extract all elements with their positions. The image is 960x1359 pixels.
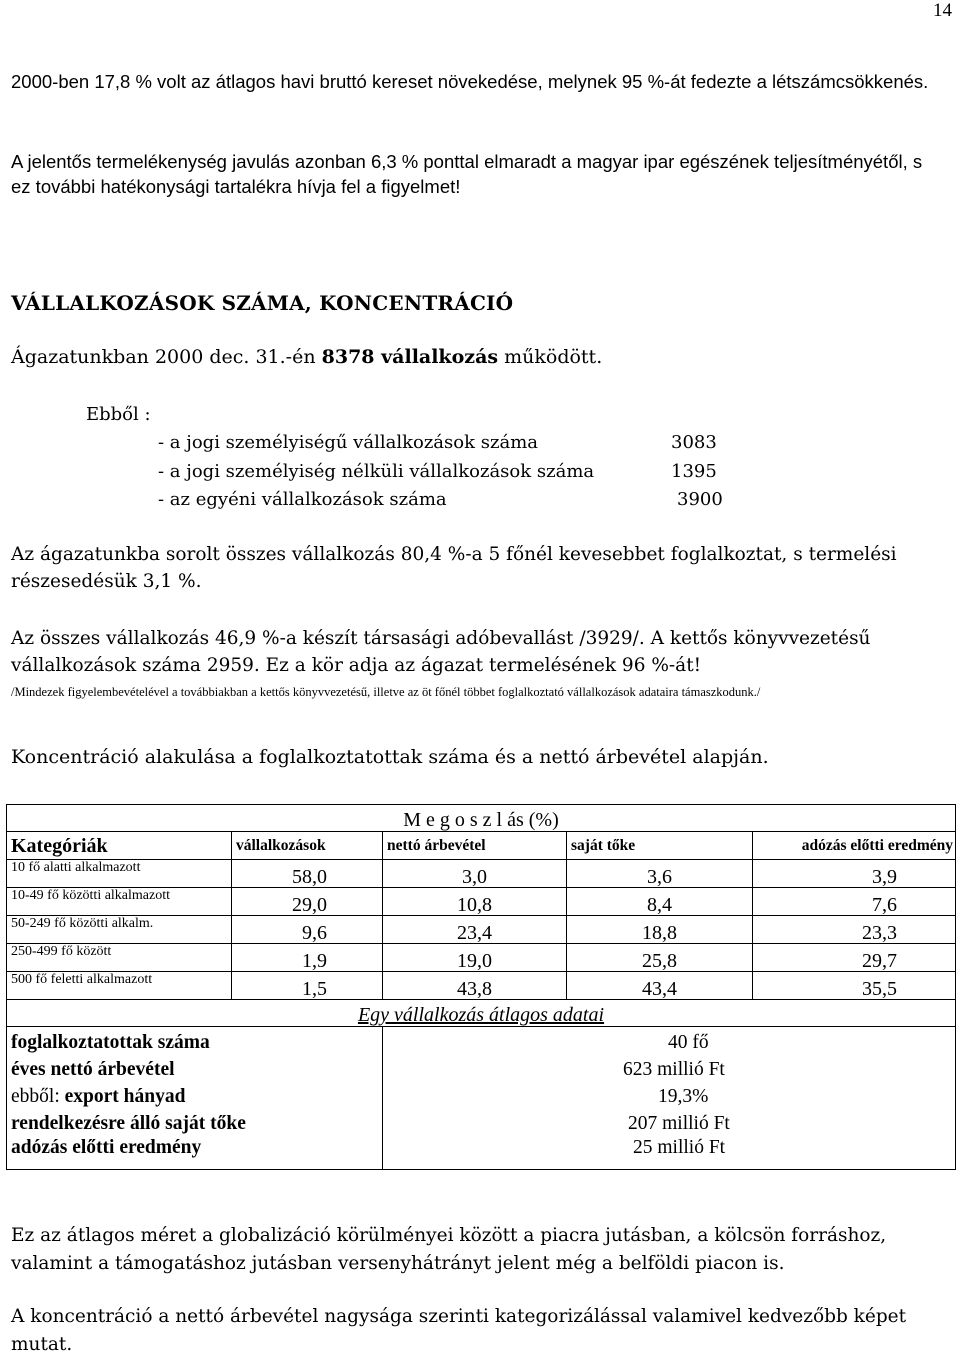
value-cell: 29,0	[232, 888, 383, 916]
category-cell: 50-249 fő közötti alkalm.	[7, 916, 232, 944]
table-title: M e g o s z l ás (%)	[7, 805, 956, 832]
column-header: saját tőke	[567, 832, 753, 860]
table-row	[7, 972, 956, 1000]
list-item-value: 3083	[671, 432, 717, 453]
value-cell: 58,0	[232, 860, 383, 888]
small-enterprise-paragraph: Az ágazatunkba sorolt összes vállalkozás 80,4 %-a 5 főnél kevesebbet foglalkoztat, s termelési részesedésük 3,1 %.	[11, 544, 897, 592]
column-header: vállalkozások	[232, 832, 383, 860]
value-cell: 8,4	[567, 888, 753, 916]
value-cell: 23,3	[753, 916, 956, 944]
ebbol-label: Ebből :	[86, 404, 151, 425]
page-number: 14	[933, 0, 952, 21]
sentence-bold: 8378 vállalkozás	[321, 346, 499, 368]
distribution-table	[6, 804, 956, 1170]
value-cell: 3,0	[383, 860, 567, 888]
average-label: rendelkezésre álló saját tőke	[7, 1108, 383, 1135]
value-cell: 43,8	[383, 972, 567, 1000]
intro-paragraph-1: 2000-ben 17,8 % volt az átlagos havi bruttó kereset növekedése, melynek 95 %-át fedezte a létszámcsökkenés.	[11, 71, 929, 92]
value-cell: 1,9	[232, 944, 383, 972]
section-heading: VÁLLALKOZÁSOK SZÁMA, KONCENTRÁCIÓ	[11, 291, 514, 315]
table-row	[7, 888, 956, 916]
value-cell: 43,4	[567, 972, 753, 1000]
list-item-label: - a jogi személyiség nélküli vállalkozások száma	[158, 461, 595, 482]
value-cell: 18,8	[567, 916, 753, 944]
average-value: 25 millió Ft	[383, 1135, 956, 1170]
intro-paragraph-2: A jelentős termelékenység javulás azonban 6,3 % ponttal elmaradt a magyar ipar egészének teljesítményétől, s ez további hatékonysági tartalékra hívja fel a figyelmet!	[11, 151, 923, 197]
average-value: 623 millió Ft	[383, 1054, 956, 1081]
category-cell: 10-49 fő közötti alkalmazott	[7, 888, 232, 916]
list-item-value: 1395	[671, 461, 717, 482]
average-row	[7, 1081, 956, 1108]
average-value: 19,3%	[383, 1081, 956, 1108]
closing-paragraph-1: Ez az átlagos méret a globalizáció körülményei között a piacra jutásban, a kölcsön forráshoz, valamint a támogatáshoz jutásban versenyhátrányt jelent még a belföldi piacon is.	[11, 1225, 887, 1274]
column-header: Kategóriák	[7, 832, 232, 860]
average-value: 40 fő	[383, 1027, 956, 1055]
value-cell: 7,6	[753, 888, 956, 916]
concentration-title: Koncentráció alakulása a foglalkoztatottak száma és a nettó árbevétel alapján.	[11, 746, 769, 768]
note: /Mindezek figyelembevételével a továbbiakban a kettős könyvvezetésű, illetve az öt főnél többet foglalkoztató vállalkozások adataira támaszkodunk./	[11, 685, 761, 699]
average-label: foglalkoztatottak száma	[7, 1027, 383, 1055]
average-label: éves nettó árbevétel	[7, 1054, 383, 1081]
average-row	[7, 1108, 956, 1135]
average-label: adózás előtti eredmény	[7, 1135, 383, 1170]
average-row	[7, 1054, 956, 1081]
value-cell: 25,8	[567, 944, 753, 972]
value-cell: 1,5	[232, 972, 383, 1000]
table-row	[7, 944, 956, 972]
average-row	[7, 1027, 956, 1055]
column-header: nettó árbevétel	[383, 832, 567, 860]
table-row	[7, 860, 956, 888]
value-cell: 23,4	[383, 916, 567, 944]
closing-paragraph-2: A koncentráció a nettó árbevétel nagysága szerinti kategorizálással valamivel kedvezőbb képet mutat.	[11, 1306, 907, 1355]
value-cell: 29,7	[753, 944, 956, 972]
sentence-prefix: Ágazatunkban 2000 dec. 31.-én	[11, 346, 322, 368]
table-row	[7, 916, 956, 944]
category-cell: 500 fő feletti alkalmazott	[7, 972, 232, 1000]
average-value: 207 millió Ft	[383, 1108, 956, 1135]
value-cell: 35,5	[753, 972, 956, 1000]
tax-return-paragraph: Az összes vállalkozás 46,9 %-a készít társasági adóbevallást /3929/. A kettős könyvvezetésű vállalkozások száma 2959. Ez a kör adja az ágazat termelésének 96 %-át!	[11, 628, 871, 676]
average-label-cell	[7, 1081, 383, 1108]
value-cell: 10,8	[383, 888, 567, 916]
average-label-plain: ebből:	[11, 1086, 65, 1107]
category-cell: 250-499 fő között	[7, 944, 232, 972]
enterprise-count-sentence	[11, 346, 602, 368]
category-cell: 10 fő alatti alkalmazott	[7, 860, 232, 888]
average-label: export hányad	[64, 1086, 186, 1107]
average-title: Egy vállalkozás átlagos adatai	[7, 1000, 956, 1027]
value-cell: 3,6	[567, 860, 753, 888]
value-cell: 19,0	[383, 944, 567, 972]
value-cell: 9,6	[232, 916, 383, 944]
list-item-label: - a jogi személyiségű vállalkozások száma	[158, 432, 538, 453]
list-item-label: - az egyéni vállalkozások száma	[158, 489, 447, 510]
column-header: adózás előtti eredmény	[753, 832, 956, 860]
average-row	[7, 1135, 956, 1170]
sentence-suffix: működött.	[498, 346, 603, 368]
list-item-value: 3900	[677, 489, 723, 510]
value-cell: 3,9	[753, 860, 956, 888]
